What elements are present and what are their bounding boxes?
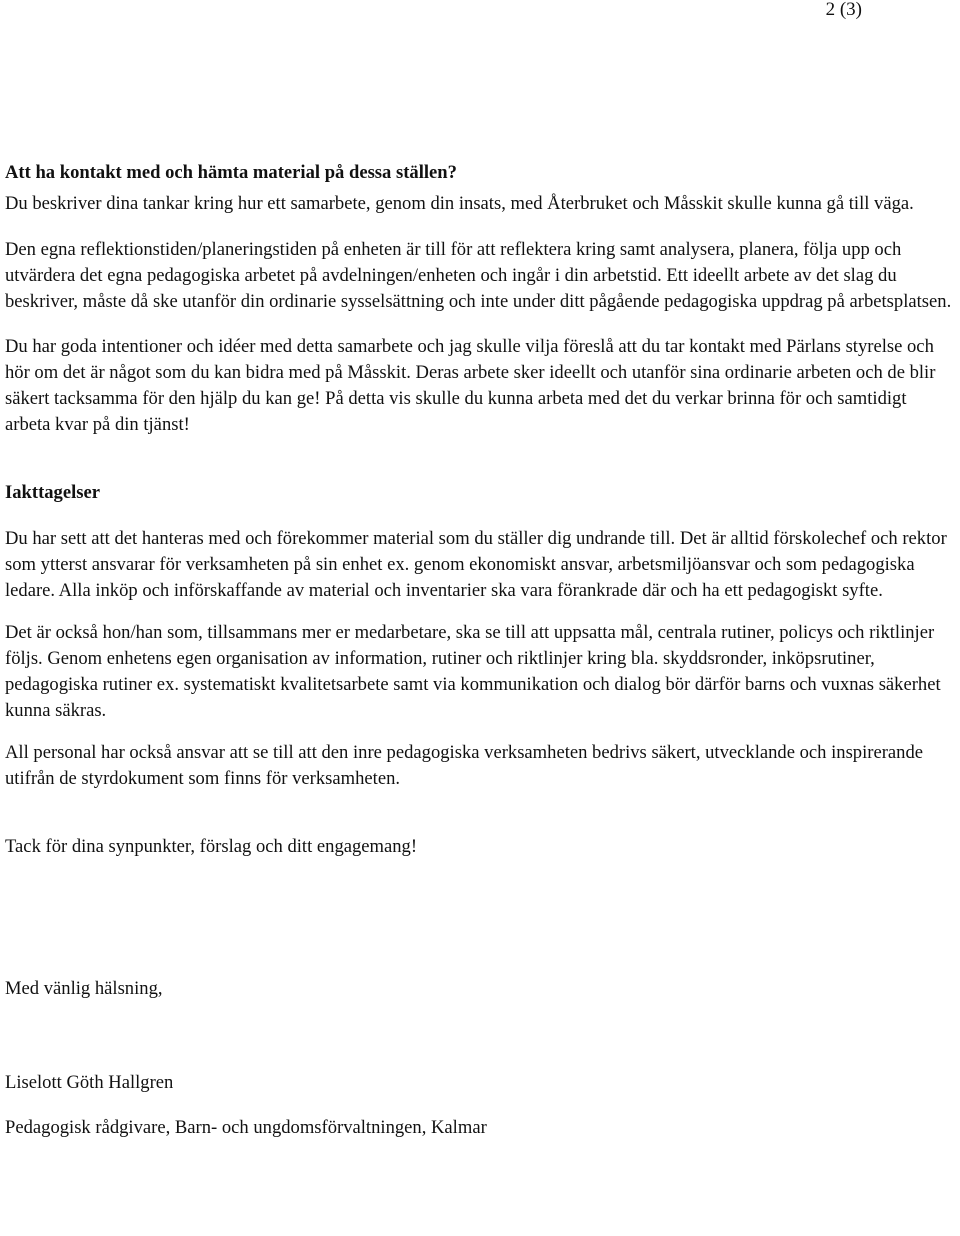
signature-role: Pedagogisk rådgivare, Barn- och ungdomsförvaltningen, Kalmar	[5, 1117, 487, 1138]
paragraph-staff: All personal har också ansvar att se till att den inre pedagogiska verksamheten bedrivs säkert, utvecklande och inspirerande utifrån de styrdokument som finns för verksamheten.	[5, 742, 924, 789]
letter-body	[5, 160, 955, 1141]
paragraph-materials: Du har sett att det hanteras med och förekommer material som du ställer dig undrande till. Det är alltid förskolechef och rektor som ytterst ansvarar för verksamheten på sin enhet ex. genom ekonomiskt ansvar, arbetsmiljöansvar och som pedagogiska ledare. Alla inköp och införskaffande av material och inventarier ska vara förankrade där och ha ett pedagogiskt syfte.	[5, 528, 947, 601]
page-number: 2 (3)	[825, 0, 862, 20]
signature-name: Liselott Göth Hallgren	[5, 1072, 174, 1093]
paragraph-collaboration: Du beskriver dina tankar kring hur ett samarbete, genom din insats, med Återbruket och Måsskit skulle kunna gå till väga.	[5, 193, 914, 214]
question-heading: Att ha kontakt med och hämta material på dessa ställen?	[5, 162, 457, 183]
paragraph-responsibility: Det är också hon/han som, tillsammans mer er medarbetare, ska se till att uppsatta mål, centrala rutiner, policys och riktlinjer följs. Genom enhetens egen organisation av information, rutiner och riktlinjer kring bla. skyddsronder, inköpsrutiner, pedagogiska rutiner ex. systematiskt kvalitetsarbete samt via kommunikation och dialog bör därför barns och vuxnas säkerhet kunna säkras.	[5, 622, 941, 721]
thanks-line: Tack för dina synpunkter, förslag och ditt engagemang!	[5, 836, 418, 857]
paragraph-reflection-time: Den egna reflektionstiden/planeringstiden på enheten är till för att reflektera kring samt analysera, planera, följa upp och utvärdera det egna pedagogiska arbetet på avdelningen/enheten och ingår i din arbetstid. Ett ideellt arbete av det slag du beskriver, måste då ske utanför din ordinarie sysselsättning och inte under ditt pågående pedagogiska uppdrag på arbetsplatsen.	[5, 239, 952, 312]
section-heading: Iakttagelser	[5, 482, 101, 503]
paragraph-suggestion: Du har goda intentioner och idéer med detta samarbete och jag skulle vilja föreslå att du tar kontakt med Pärlans styrelse och hör om det är något som du kan bidra med på Måsskit. Deras arbete sker ideellt och utanför sina ordinarie arbeten och de blir säkert tacksamma för den hjälp du kan ge! På detta vis skulle du kunna arbeta med det du verkar brinna för och samtidigt arbeta kvar på din tjänst!	[5, 336, 936, 435]
closing-greeting: Med vänlig hälsning,	[5, 978, 163, 999]
